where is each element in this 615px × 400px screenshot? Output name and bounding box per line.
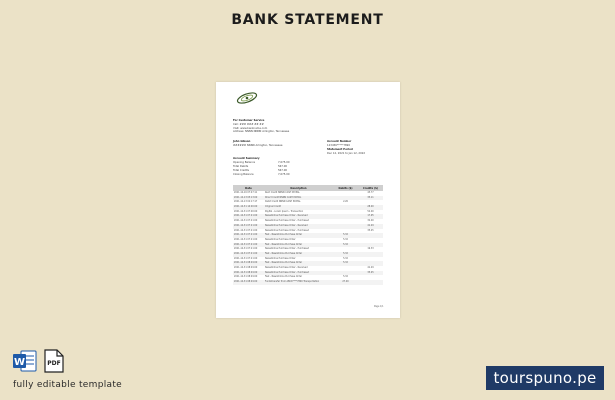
description-cell: Fast - NewsOnline Purchase Order — [264, 233, 333, 238]
account-number-label: Account Number — [327, 140, 352, 143]
description-cell: NewsOnline Purchase Order — [265, 237, 296, 241]
description-cell: PayPal - Lorem Ipsum - Transaction — [265, 209, 304, 213]
bank-logo-icon — [236, 91, 258, 105]
date-cell: 2021-12-31 08:49:00 — [233, 271, 264, 276]
date-cell: 2021-12-31 07:21:00 — [234, 237, 258, 241]
description-cell: Debit Credit NNNN CASH PAYPAL — [265, 200, 301, 204]
summary-value: 7,075.00 — [278, 161, 290, 164]
description-cell: Fast - NewsOnline Purchase Order — [264, 252, 333, 257]
date-cell: 2021-12-31 07:21:00 — [234, 219, 258, 223]
date-cell: 2021-12-31 14:00:00 — [233, 205, 264, 210]
description-cell: NewsOnline Purchase Order - Purchased — [265, 219, 310, 223]
date-cell: 2021-12-31 08:49:00 — [233, 261, 264, 266]
debit-cell: 5.32 — [343, 237, 348, 241]
customer-name: John Gibson — [233, 140, 251, 143]
date-cell: 2021-12-16 07:47:11 — [234, 191, 258, 195]
svg-text:W: W — [13, 357, 26, 368]
summary-label: Total Credits — [233, 169, 250, 172]
credit-cell: 28.00 — [358, 205, 383, 210]
date-cell: 2021-12-13 02:17:17 — [234, 200, 258, 204]
statement-document — [216, 82, 400, 318]
debit-cell: 5.32 — [333, 243, 358, 248]
description-cell: NewsOnline Purchase Order - Received — [264, 224, 333, 229]
bank-info-line: Visit: www.bankname.com — [233, 126, 268, 130]
transactions-table — [233, 185, 383, 285]
credit-cell: 45.77 — [367, 191, 374, 195]
date-cell: 2021-12-31 07:21:00 — [233, 243, 264, 248]
table-row — [233, 280, 383, 285]
description-cell: NewsOnline Purchase Order - Purchased — [265, 228, 310, 232]
debit-cell: 5.32 — [333, 233, 358, 238]
column-header: Date — [233, 185, 264, 191]
description-cell: NewsOnline Purchase Order - Purchased — [265, 247, 310, 251]
description-cell: Fundstransfer from ABCD****7890 Transportation — [264, 280, 333, 285]
column-header: Debits ($) — [333, 185, 358, 191]
description-cell: Direct Credit NNNN CASH PAYPAL — [264, 196, 333, 201]
summary-label: Opening Balance — [233, 161, 256, 164]
date-cell: 2021-12-13 05:13:00 — [233, 196, 264, 201]
date-cell: 2021-12-31 07:21:00 — [233, 233, 264, 238]
credit-cell: 35.45 — [358, 271, 383, 276]
description-cell: NewsOnline Purchase Order - Purchased — [264, 271, 333, 276]
credit-cell: 41.29 — [358, 224, 383, 229]
description-cell: Rent Credit NNNN CASH PAYPAL — [265, 191, 300, 195]
date-cell: 2021-12-31 07:00:00 — [234, 209, 258, 213]
debit-cell: 5.32 — [333, 252, 358, 257]
debit-cell: 5.32 — [343, 256, 348, 260]
summary-value: 567.00 — [278, 165, 288, 168]
credit-cell — [358, 280, 383, 285]
statement-period-label: Statement Period — [327, 148, 353, 151]
statement-period-value: Dec 12, 2021 to Jan 12, 2022 — [327, 151, 366, 155]
credit-cell: 19.33 — [367, 247, 374, 251]
bank-info-heading: For Customer Service — [233, 119, 265, 122]
description-cell: Fast - NewsOnline Purchase Order — [264, 261, 333, 266]
credit-cell: 35.11 — [358, 196, 383, 201]
summary-value: 567.00 — [278, 169, 288, 172]
debit-cell: 27.00 — [333, 280, 358, 285]
date-cell: 2021-12-31 08:49:00 — [233, 280, 264, 285]
credit-cell: 32.00 — [367, 219, 374, 223]
customer-address: ###### NNNN Arlington, Tennessee — [233, 143, 283, 147]
summary-value: 7,075.00 — [278, 173, 290, 176]
column-header: Description — [264, 185, 333, 191]
description-cell: NewsOnline Purchase Order - Received — [265, 266, 308, 270]
description-cell: Fast - NewsOnline Purchase Order — [264, 243, 333, 248]
column-header: Credits ($) — [358, 185, 383, 191]
description-cell: Fast - NewsOnline Purchase Order — [265, 275, 303, 279]
debit-cell: 5.32 — [333, 261, 358, 266]
brand-badge[interactable]: tourspuno.pe — [486, 366, 604, 390]
date-cell: 2021-12-31 07:21:00 — [233, 252, 264, 257]
credit-cell: 17.95 — [358, 214, 383, 219]
description-cell: Original Credit — [264, 205, 333, 210]
date-cell: 2021-12-31 07:21:00 — [234, 256, 258, 260]
summary-label: Total Debits — [233, 165, 249, 168]
description-cell: NewsOnline Purchase Order - Received — [264, 214, 333, 219]
debit-cell: 5.32 — [343, 275, 348, 279]
page-number: Page 1/1 — [374, 305, 384, 308]
credit-cell: 52.00 — [367, 209, 374, 213]
bank-info-line: Call: ### ### ## ## — [233, 123, 264, 126]
date-cell: 2021-12-31 07:21:00 — [233, 214, 264, 219]
credit-cell: 35.45 — [367, 228, 374, 232]
date-cell: 2021-12-31 08:49:00 — [234, 275, 258, 279]
account-summary-heading: Account Summary — [233, 157, 260, 160]
account-number-value: 123456*****7890 — [327, 143, 350, 147]
page-title: BANK STATEMENT — [231, 12, 384, 28]
word-doc-icon — [13, 350, 37, 372]
date-cell: 2021-12-31 07:21:00 — [234, 228, 258, 232]
date-cell: 2021-12-31 08:49:00 — [234, 266, 258, 270]
summary-label: Closing Balance — [233, 173, 254, 176]
tagline: fully editable template — [13, 380, 122, 390]
pdf-icon — [44, 349, 64, 373]
credit-cell: 41.29 — [367, 266, 374, 270]
date-cell: 2021-12-31 07:21:00 — [234, 247, 258, 251]
debit-cell: 2.26 — [343, 200, 348, 204]
date-cell: 2021-12-31 07:21:00 — [233, 224, 264, 229]
svg-text:PDF: PDF — [47, 360, 61, 367]
description-cell: NewsOnline Purchase Order — [265, 256, 296, 260]
bank-info-line: Address: NNNN NNNN Arlington, Tennessee — [233, 130, 290, 133]
